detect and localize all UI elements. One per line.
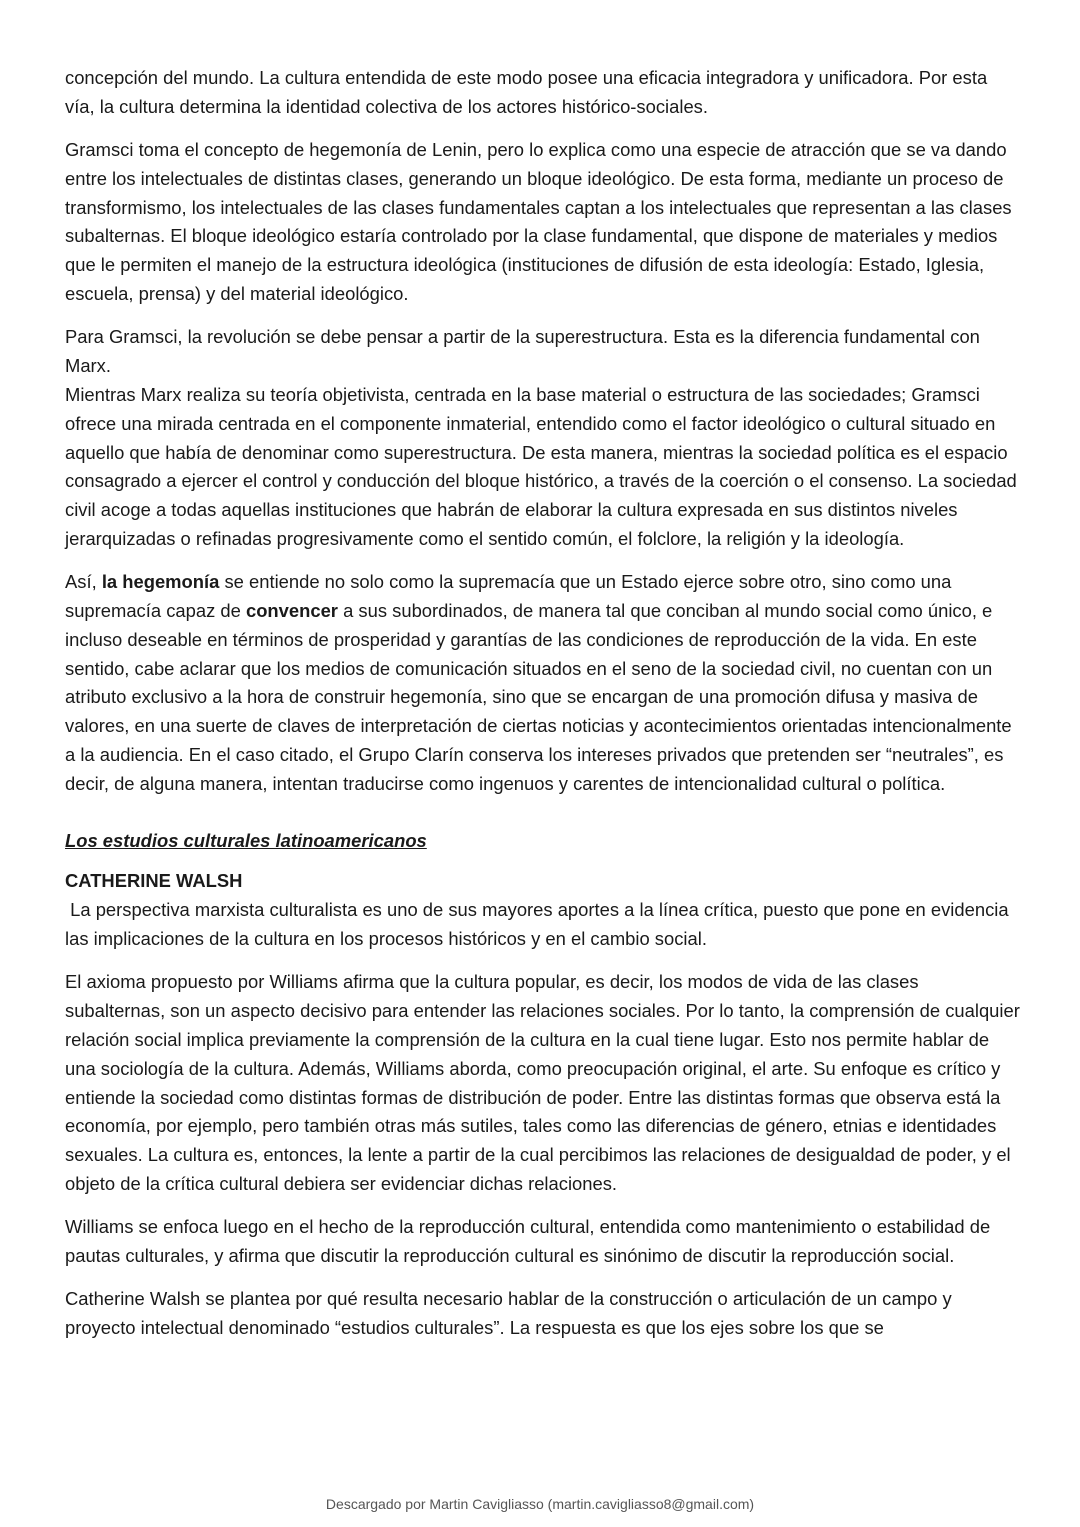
text-run: a sus subordinados, de manera tal que conciban al mundo social como único, e incluso deseable en términos de prosperidad y garantías de las condiciones de reproducción de la vida. En este sentido, cabe aclarar que los medios de comunicación situados en el seno de la sociedad civil, no cuentan con un atributo exclusivo a la hora de construir hegemonía, sino que se encargan de una promoción difusa y masiva de valores, en una suerte de claves de interpretación de ciertas noticias y acontecimientos orientadas intencionalmente a la audiencia. En el caso citado, el Grupo Clarín conserva los intereses privados que pretenden ser “neutrales”, es decir, de alguna manera, intentan traducirse como ingenuos y carentes de intencionalidad cultural o política.: [65, 600, 1012, 794]
paragraph-perspectiva-marxista: La perspectiva marxista culturalista es uno de sus mayores aportes a la línea crítica, puesto que pone en evidencia las implicaciones de la cultura en los procesos históricos y en el cambio social.: [65, 899, 1014, 950]
download-footer: Descargado por Martin Cavigliasso (martin.cavigliasso8@gmail.com): [325, 1496, 755, 1512]
paragraph-williams-axioma: El axioma propuesto por Williams afirma que la cultura popular, es decir, los modos de vida de las clases subalternas, son un aspecto decisivo para entender las relaciones sociales. Por lo tanto, la comprensión de cualquier relación social implica previamente la comprensión de la cultura en la cual tiene lugar. Esto nos permite hablar de una sociología de la cultura. Además, Williams aborda, como preocupación original, el arte. Su enfoque es crítico y entiende la sociedad como distintas formas de distribución de poder. Entre las distintas formas que observa está la economía, por ejemplo, pero también otras más sutiles, tales como las diferencias de género, etnias e identidades sexuales. La cultura es, entonces, la lente a partir de la cual percibimos las relaciones de desigualdad de poder, y el objeto de la crítica cultural debiera ser evidenciar dichas relaciones.: [65, 971, 1020, 1194]
paragraph-gramsci-hegemonia: Gramsci toma el concepto de hegemonía de Lenin, pero lo explica como una especie de atracción que se va dando entre los intelectuales de distintas clases, generando un bloque ideológico. De esta forma, mediante un proceso de transformismo, los intelectuales de las clases fundamentales captan a los intelectuales que representan a las clases subalternas. El bloque ideológico estaría controlado por la clase fundamental, que dispone de materiales y medios que le permiten el manejo de la estructura ideológica (instituciones de difusión de esta ideología: Estado, Iglesia, escuela, prensa) y del material ideológico.: [65, 139, 1012, 305]
bold-term-convencer: convencer: [245, 600, 338, 622]
bold-term-hegemonia: la hegemonía: [101, 571, 220, 593]
section-heading: Los estudios culturales latinoamericanos: [65, 829, 427, 851]
paragraph-revolucion-superestructura: Para Gramsci, la revolución se debe pensar a partir de la superestructura. Esta es la diferencia fundamental con Marx.: [65, 326, 980, 377]
paragraph-walsh-estudios: Catherine Walsh se plantea por qué resulta necesario hablar de la construcción o articulación de un campo y proyecto intelectual denominado “estudios culturales”. La respuesta es que los ejes sobre los que se: [65, 1288, 952, 1339]
document-page: [65, 64, 1020, 1357]
text-run: se entiende no solo como la supremacía que un Estado ejerce sobre otro, sino como una supremacía capaz de: [65, 571, 952, 622]
text-run: Así,: [65, 571, 97, 593]
paragraph-marx-gramsci: Mientras Marx realiza su teoría objetivista, centrada en la base material o estructura de las sociedades; Gramsci ofrece una mirada centrada en el componente inmaterial, entendido como el factor ideológico o cultural situado en aquello que había de denominar como superestructura. De esta manera, mientras la sociedad política es el espacio consagrado a ejercer el control y conducción del bloque histórico, a través de la coerción o el consenso. La sociedad civil acoge a todas aquellas instituciones que habrán de elaborar la cultura expresada en sus distintos niveles jerarquizadas o refinadas progresivamente como el sentido común, el folclore, la religión y la ideología.: [65, 383, 1017, 549]
paragraph-reproduccion-cultural: Williams se enfoca luego en el hecho de la reproducción cultural, entendida como mantenimiento o estabilidad de pautas culturales, y afirma que discutir la reproducción cultural es sinónimo de discutir la reproducción social.: [65, 1216, 991, 1266]
paragraph-cultura-identidad: concepción del mundo. La cultura entendida de este modo posee una eficacia integradora y unificadora. Por esta vía, la cultura determina la identidad colectiva de los actores histórico-sociales.: [65, 67, 988, 117]
paragraph-hegemonia-definicion: [65, 568, 1020, 798]
author-heading: CATHERINE WALSH: [65, 870, 243, 892]
